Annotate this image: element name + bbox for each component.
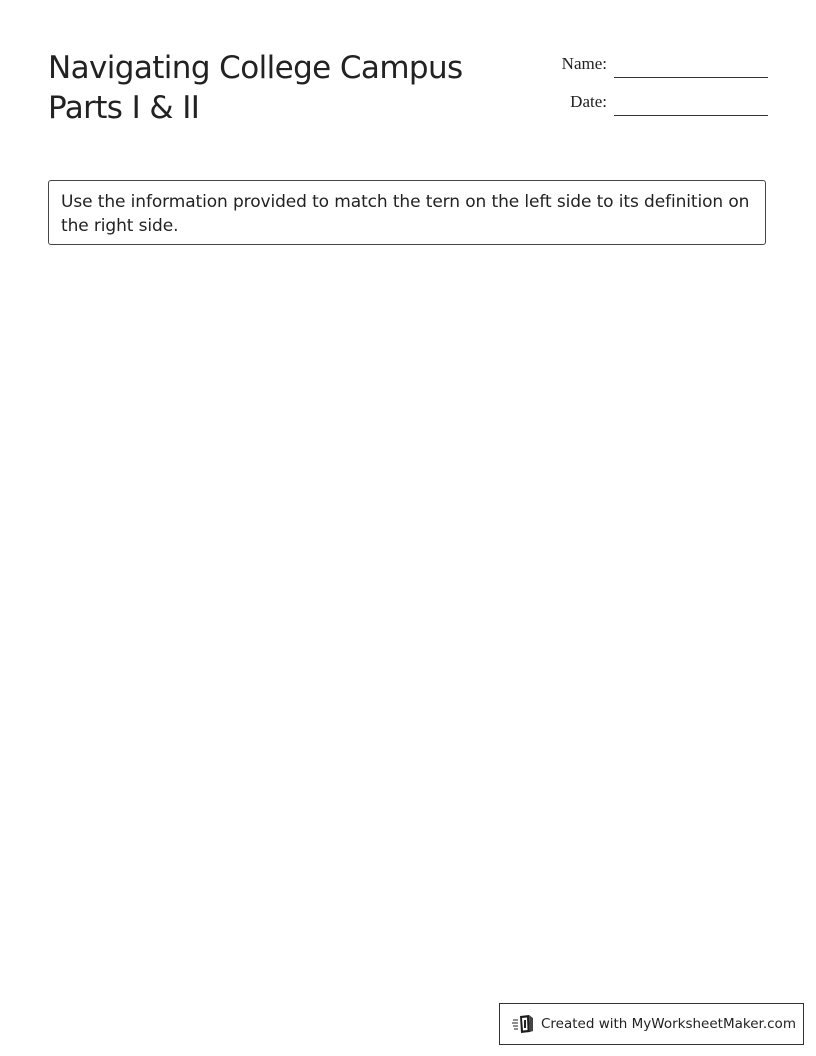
worksheet-title [48,48,518,128]
instructions-text: Use the information provided to match the tern on the left side to its definition on the right side. [61,192,750,236]
footer-credit-text: Created with MyWorksheetMaker.com [541,1016,796,1032]
date-label: Date: [570,92,607,111]
date-blank-line [614,115,768,116]
name-blank-line [614,77,768,78]
footer-credit-badge[interactable] [499,1003,804,1045]
title-line-2: Parts I & II [48,90,200,126]
name-label: Name: [561,54,607,73]
instructions-box [48,180,766,245]
worksheet-maker-logo-icon [512,1013,534,1035]
name-field [520,52,768,78]
title-line-1: Navigating College Campus [48,50,463,86]
date-field [520,90,768,116]
